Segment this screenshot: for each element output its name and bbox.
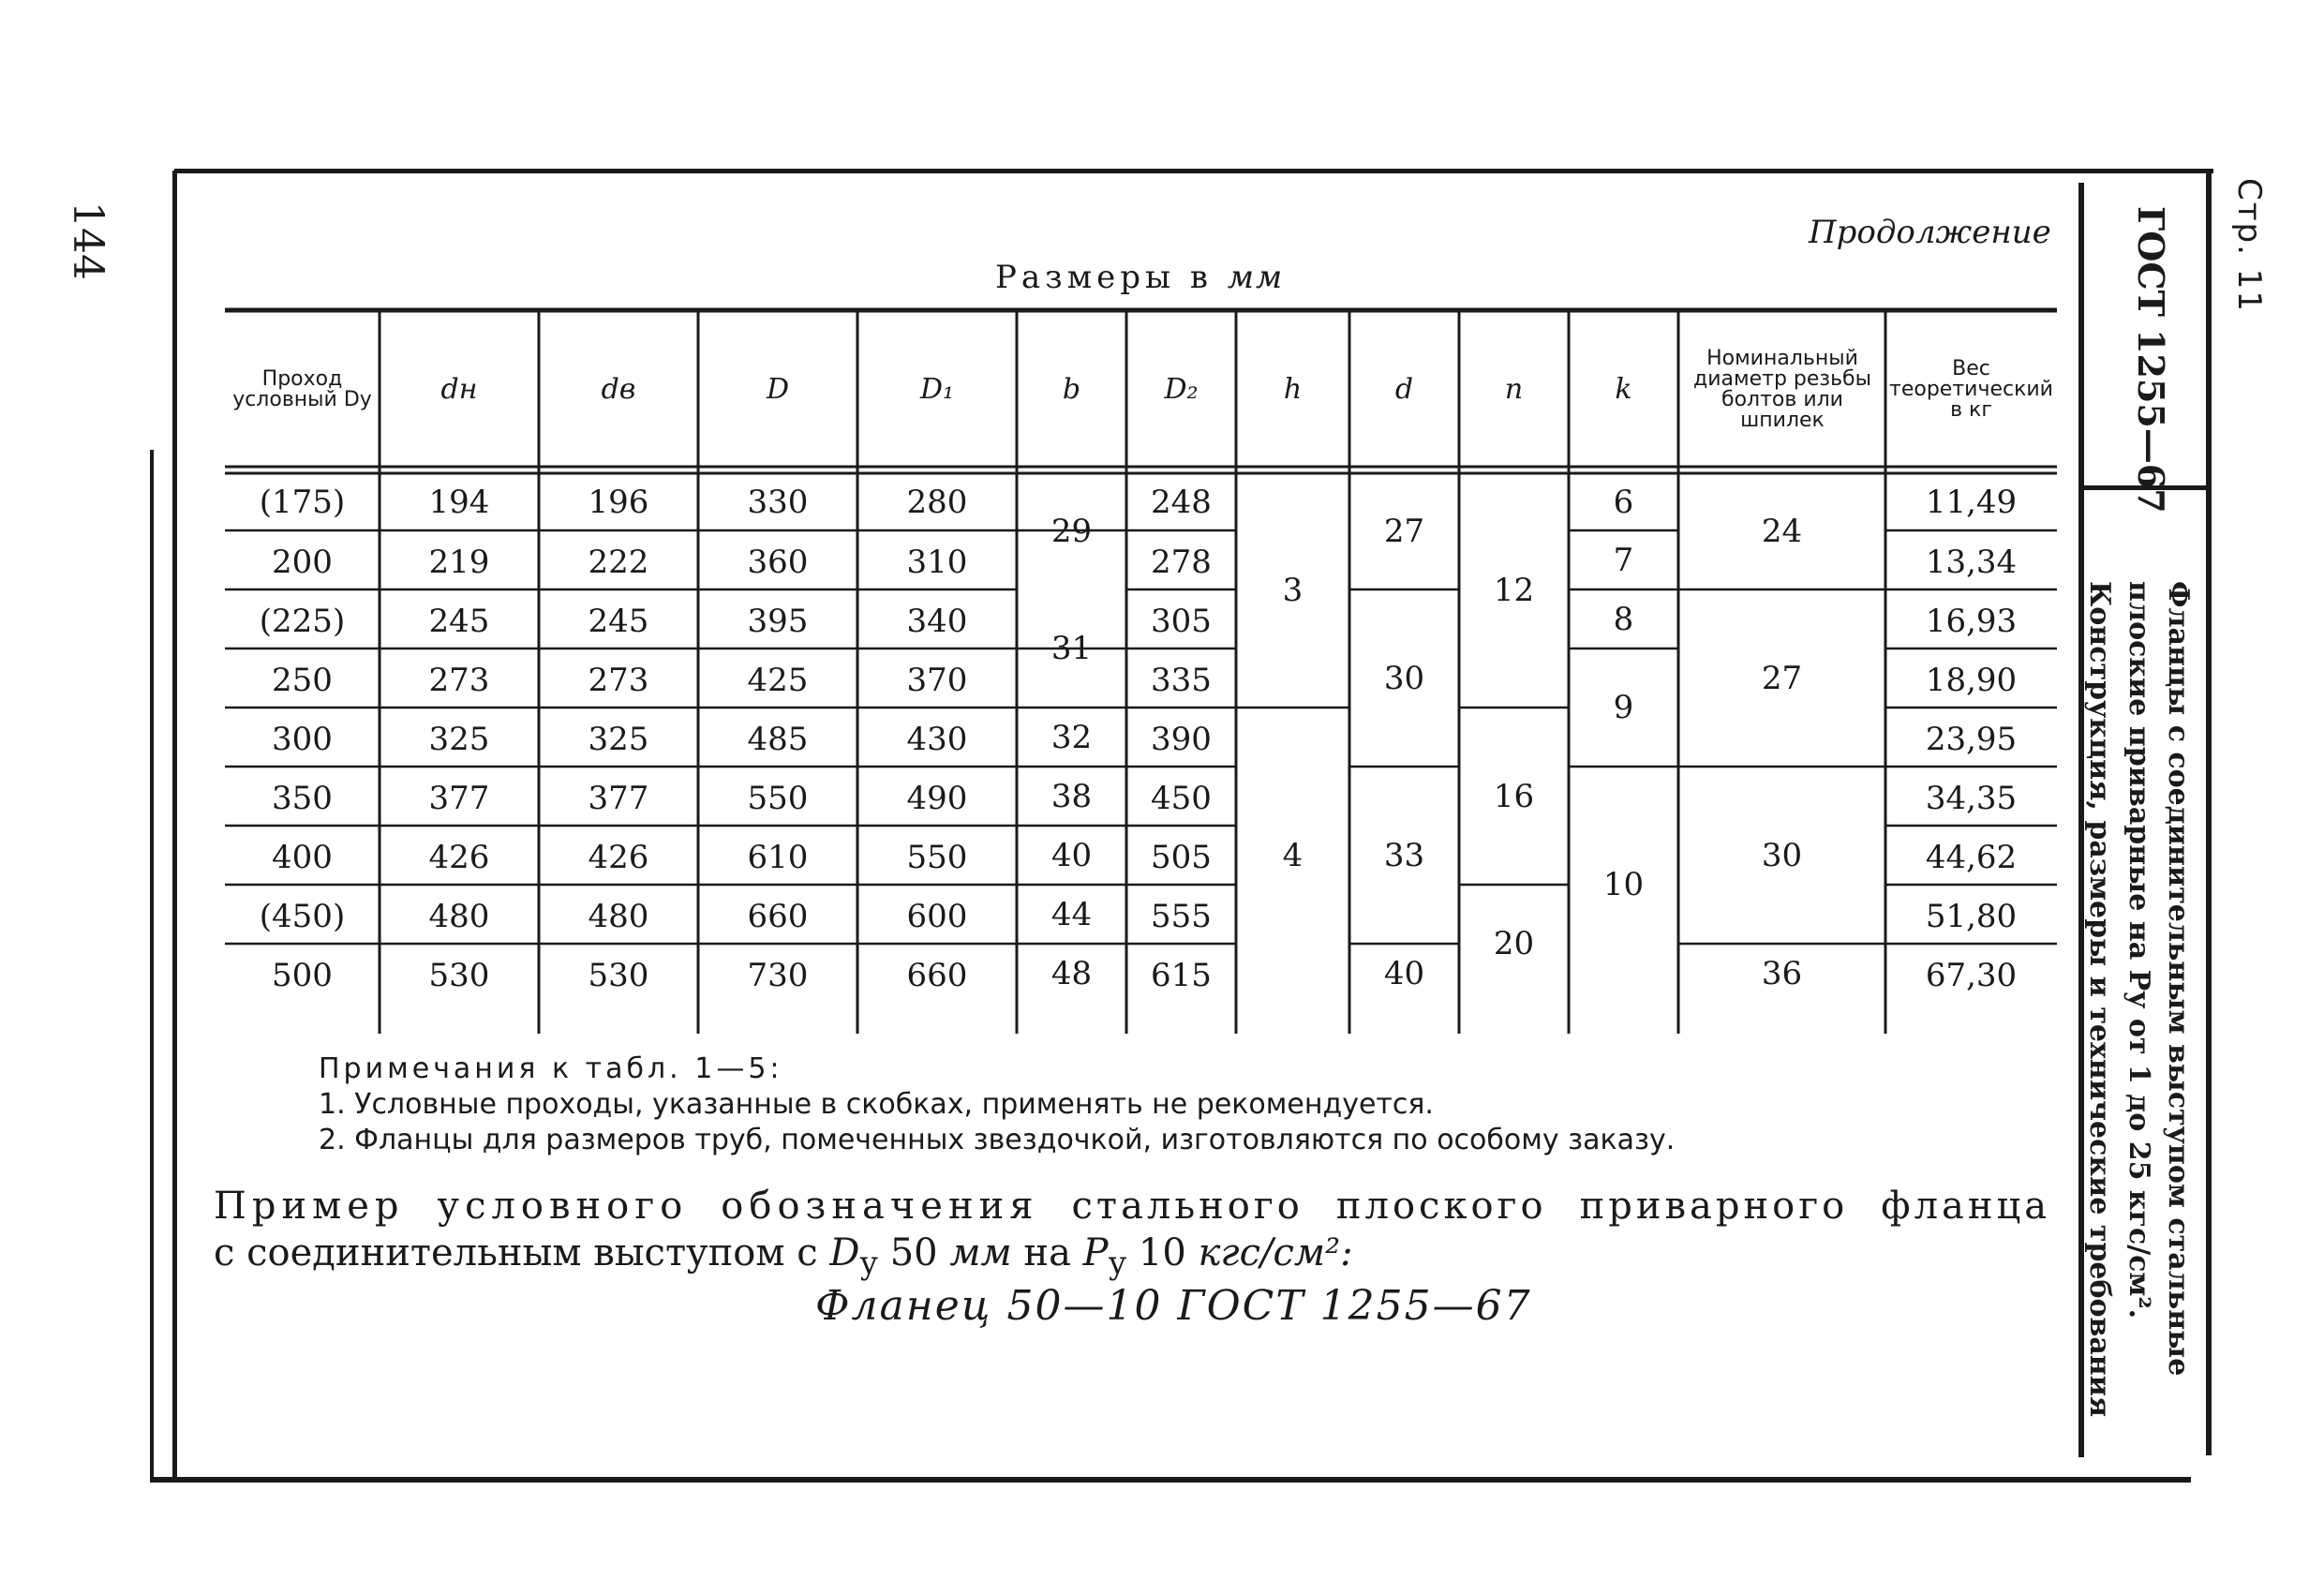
example-dy-subscript: у (859, 1245, 879, 1281)
cell-D: 660 (747, 897, 809, 935)
example-line-2-text: с соединительным выступом с (214, 1231, 818, 1275)
cell-b-48: 48 (1050, 954, 1093, 992)
col-header-dv: dв (601, 373, 636, 406)
cell-dn: 530 (428, 956, 490, 994)
cell-D1: 340 (906, 602, 968, 640)
dimensions-label (995, 259, 1284, 296)
cell-n-16: 16 (1493, 777, 1535, 815)
cell-b-38: 38 (1050, 777, 1093, 815)
cell-D1: 550 (906, 838, 968, 876)
outer-left-line (150, 450, 154, 1481)
col-header-bolt-thread: Номинальный диаметр резьбы болтов или шпилек (1693, 347, 1871, 432)
cell-D2: 555 (1151, 897, 1212, 935)
cell-weight: 11,49 (1925, 483, 2018, 521)
cell-dn: 273 (428, 661, 490, 699)
example-py-symbol: P (1082, 1231, 1109, 1275)
cell-D1: 370 (906, 661, 968, 699)
cell-D2: 335 (1151, 661, 1212, 699)
example-na: на (1023, 1231, 1071, 1275)
example-word-3: обозначения (721, 1185, 1039, 1228)
col-header-nominal-pass: Проход условный Dу (232, 367, 372, 411)
example-word-4: стального (1071, 1185, 1304, 1228)
cell-h-3: 3 (1282, 572, 1304, 609)
cell-dv: 222 (588, 543, 649, 581)
cell-dn: 194 (428, 483, 490, 521)
cell-dn: 426 (428, 838, 490, 876)
note-1: 1. Условные проходы, указанные в скобках, применять не рекомендуется. (319, 1088, 1434, 1121)
cell-dv: 426 (588, 838, 649, 876)
cell-d-33: 33 (1383, 836, 1425, 874)
cell-D2: 450 (1151, 779, 1212, 817)
example-word-2: условного (437, 1185, 689, 1228)
cell-bolt-27: 27 (1761, 659, 1803, 697)
cell-dy: 250 (272, 661, 333, 699)
frame-top-line (174, 169, 2213, 173)
cell-D1: 430 (906, 720, 968, 758)
col-header-h: h (1283, 373, 1303, 406)
cell-D: 360 (747, 543, 809, 581)
cell-D2: 278 (1151, 543, 1212, 581)
cell-k-6: 6 (1613, 483, 1634, 521)
cell-dy: 350 (272, 779, 333, 817)
notes-heading: Примечания к табл. 1—5: (319, 1052, 783, 1085)
col-header-D1: D₁ (919, 373, 955, 406)
example-py-value: 10 (1138, 1231, 1186, 1275)
page-number: 144 (64, 201, 112, 280)
col-header-dn: dн (440, 373, 478, 406)
cell-dv: 273 (588, 661, 649, 699)
cell-d-27: 27 (1383, 513, 1425, 550)
cell-dy: (175) (259, 483, 346, 521)
cell-bolt-30: 30 (1761, 836, 1803, 874)
title-line-3: Конструкция, размеры и технические требования (2083, 581, 2116, 1418)
frame-right-line (2206, 171, 2212, 1455)
cell-D2: 505 (1151, 838, 1212, 876)
cell-D: 550 (747, 779, 809, 817)
cell-d-30: 30 (1383, 659, 1425, 697)
flange-dimensions-table (225, 307, 2057, 1034)
cell-k-10: 10 (1602, 866, 1645, 903)
cell-D: 485 (747, 720, 809, 758)
example-py-subscript: у (1108, 1245, 1127, 1281)
cell-b-40: 40 (1050, 836, 1093, 874)
cell-D2: 305 (1151, 602, 1212, 640)
cell-weight: 16,93 (1925, 602, 2018, 640)
cell-D2: 390 (1151, 720, 1212, 758)
cell-dv: 480 (588, 897, 649, 935)
cell-dy: 300 (272, 720, 333, 758)
col-header-k: k (1615, 373, 1632, 406)
frame-left-line (172, 171, 177, 1479)
cell-dv: 325 (588, 720, 649, 758)
example-dy-value: 50 (889, 1231, 938, 1275)
title-line-2: плоские приварные на Pу от 1 до 25 кгс/см². (2123, 581, 2155, 1319)
dimensions-unit: мм (1227, 259, 1285, 296)
cell-D: 730 (747, 956, 809, 994)
example-word-6: приварного (1579, 1185, 1849, 1228)
example-word-7: фланца (1881, 1185, 2051, 1228)
cell-weight: 51,80 (1925, 897, 2018, 935)
page-label: Стр. 11 (2230, 178, 2268, 314)
title-line-1: Фланцы с соединительным выступом стальные (2162, 581, 2195, 1377)
cell-dv: 245 (588, 602, 649, 640)
designation-example (214, 1183, 2050, 1287)
cell-D2: 615 (1151, 956, 1212, 994)
cell-D: 330 (747, 483, 809, 521)
col-header-D: D (766, 373, 790, 406)
cell-dn: 377 (428, 779, 490, 817)
cell-D1: 310 (906, 543, 968, 581)
cell-dy: (450) (259, 897, 346, 935)
cell-weight: 18,90 (1925, 661, 2018, 699)
col-header-D2: D₂ (1164, 373, 1199, 406)
cell-bolt-24: 24 (1761, 513, 1803, 550)
cell-weight: 44,62 (1925, 838, 2018, 876)
cell-D1: 280 (906, 483, 968, 521)
standard-title (2079, 581, 2197, 1417)
example-line-2 (214, 1230, 2050, 1287)
example-dy-symbol: D (829, 1231, 860, 1275)
cell-k-8: 8 (1613, 600, 1634, 638)
cell-k-7: 7 (1613, 541, 1634, 579)
cell-b-31: 31 (1050, 630, 1093, 667)
cell-weight: 13,34 (1925, 543, 2018, 581)
cell-h-4: 4 (1282, 836, 1304, 874)
cell-D: 610 (747, 838, 809, 876)
example-word-1: Пример (214, 1185, 405, 1228)
cell-b-29: 29 (1050, 513, 1093, 550)
cell-k-9: 9 (1613, 689, 1634, 726)
col-header-n: n (1504, 373, 1524, 406)
frame-bottom-line (150, 1477, 2191, 1483)
cell-D: 425 (747, 661, 809, 699)
dimensions-prefix: Размеры в (995, 259, 1214, 296)
cell-dn: 480 (428, 897, 490, 935)
cell-dn: 325 (428, 720, 490, 758)
cell-d-40: 40 (1383, 954, 1425, 992)
cell-weight: 34,35 (1925, 779, 2018, 817)
col-header-b: b (1062, 373, 1081, 406)
cell-dn: 245 (428, 602, 490, 640)
cell-dy: 500 (272, 956, 333, 994)
example-line-1 (214, 1183, 2050, 1230)
col-header-d: d (1394, 373, 1414, 406)
cell-D1: 660 (906, 956, 968, 994)
cell-D1: 490 (906, 779, 968, 817)
flange-designation: Фланец 50—10 ГОСТ 1255—67 (815, 1282, 1532, 1330)
col-header-weight: Вес теоретический в кг (1889, 357, 2053, 422)
standard-number: ГОСТ 1255—67 (2130, 206, 2172, 514)
cell-dv: 377 (588, 779, 649, 817)
continuation-label: Продолжение (1809, 214, 2051, 251)
cell-bolt-36: 36 (1761, 954, 1803, 992)
cell-dv: 196 (588, 483, 649, 521)
cell-n-20: 20 (1493, 925, 1535, 962)
cell-D1: 600 (906, 897, 968, 935)
cell-b-32: 32 (1050, 718, 1093, 756)
cell-dy: (225) (259, 602, 346, 640)
cell-D: 395 (747, 602, 809, 640)
cell-dv: 530 (588, 956, 649, 994)
example-pressure-unit: кгс/см²: (1198, 1231, 1353, 1275)
cell-b-44: 44 (1050, 895, 1093, 933)
cell-weight: 67,30 (1925, 956, 2018, 994)
note-2: 2. Фланцы для размеров труб, помеченных звездочкой, изготовляются по особому заказу. (319, 1124, 1676, 1156)
table-notes (319, 1051, 1675, 1158)
example-mm-unit: мм (949, 1231, 1012, 1275)
cell-D2: 248 (1151, 483, 1212, 521)
cell-dn: 219 (428, 543, 490, 581)
example-word-5: плоского (1335, 1185, 1547, 1228)
cell-weight: 23,95 (1925, 720, 2018, 758)
cell-n-12: 12 (1493, 572, 1535, 609)
cell-dy: 400 (272, 838, 333, 876)
cell-dy: 200 (272, 543, 333, 581)
